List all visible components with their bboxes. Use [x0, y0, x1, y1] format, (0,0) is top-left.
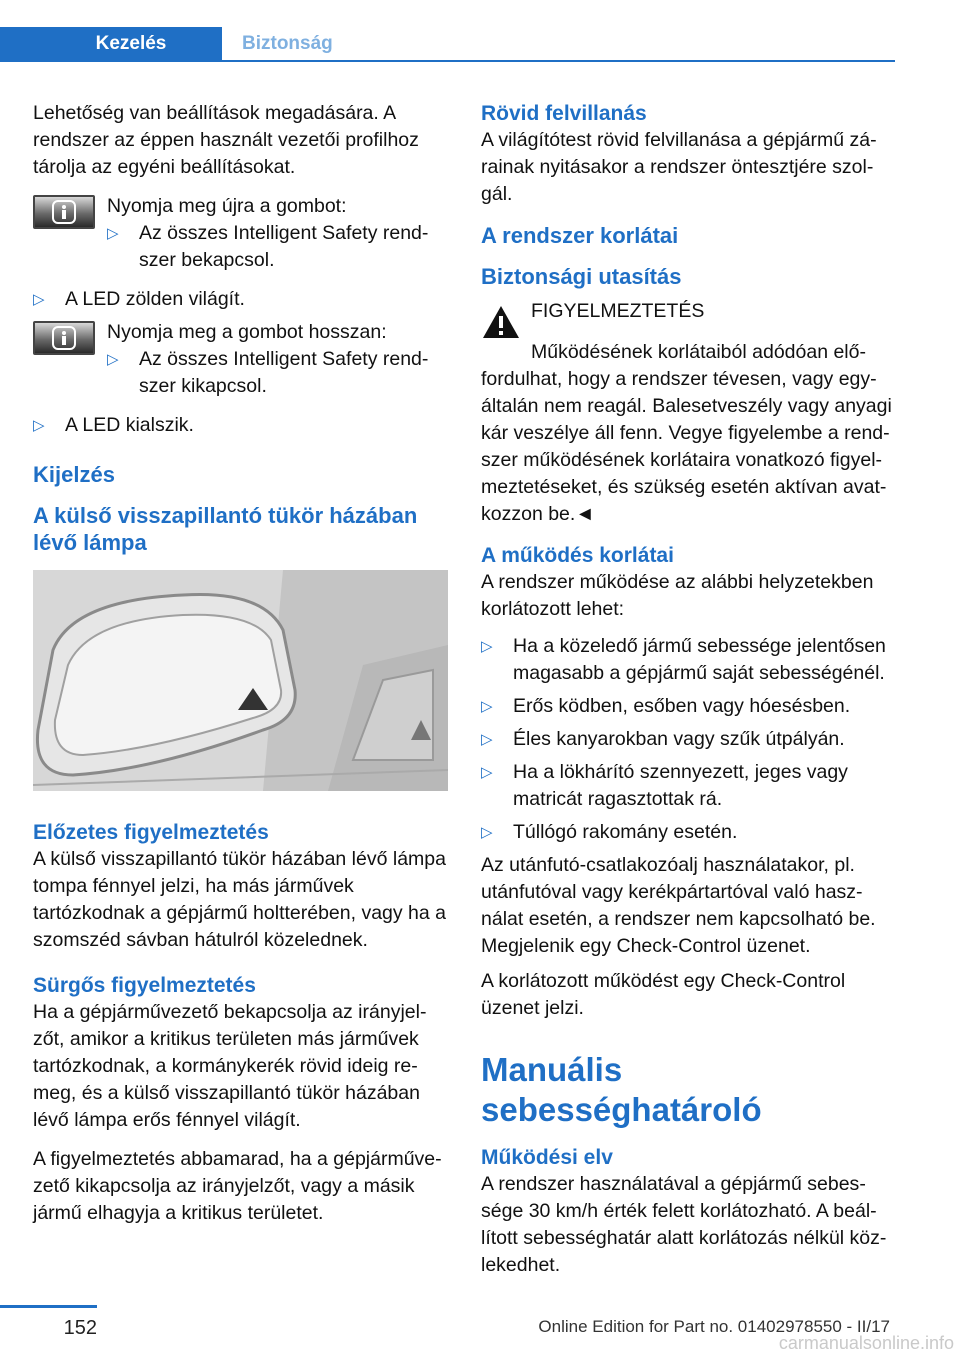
- heading-lamp: A külső visszapillantó tükör házában lévő lámpa: [33, 503, 418, 555]
- warning-text: Működésének korlátaiból adódóan előfordulhat, hogy a rendszer tévesen, vagy egyáltalán nem reagál. Balesetveszély vagy anyagi kár veszélye áll fenn. Vegye figyelembe a rendszer működésének korlátaira vonatkozó figyelmeztetéseket, és szükség esetén aktívan avatkozzon be.◄: [481, 341, 892, 525]
- list-item: ▷ A LED kialszik.: [33, 412, 448, 439]
- warning-triangle-icon: [481, 304, 521, 340]
- bullet-triangle-icon: ▷: [107, 351, 119, 368]
- list-item: ▷ Túllógó rakomány esetén.: [481, 819, 893, 846]
- heading-early-warning: Előzetes figyelmeztetés: [33, 821, 269, 844]
- header-tabs: [0, 27, 960, 61]
- button-press-long-row: [33, 319, 448, 406]
- intro-paragraph: Lehetőség van beállítások megadására. A rendszer az éppen használt vezetői profilhoz tárolja az egyéni beállításokat.: [33, 102, 419, 178]
- safety-button-icon: [33, 195, 95, 229]
- bullet-triangle-icon: ▷: [107, 225, 119, 242]
- urgent-warning-text-2: A figyelmeztetés abbamarad, ha a gépjárművezető kikapcsolja az irányjelzőt, vagy a másik jármű elhagyja a kritikus területet.: [33, 1148, 442, 1224]
- list-item: ▷ Ha a közeledő jármű sebessége jelentősen magasabb a gépjármű saját sebességénél.: [481, 633, 893, 687]
- warning-block: [481, 298, 893, 340]
- watermark: carmanualsonline.info: [778, 1333, 954, 1353]
- tab-biztonsag[interactable]: Biztonság: [242, 33, 333, 54]
- heading-function-limits: A működés korlátai: [481, 544, 674, 567]
- heading-display: Kijelzés: [33, 462, 115, 487]
- page-number-rule: [0, 1305, 97, 1308]
- page-number: 152: [63, 1317, 97, 1339]
- function-limits-text: A rendszer működése az alábbi helyzetekben korlátozott lehet:: [481, 571, 874, 620]
- right-column: [481, 100, 893, 1279]
- safety-button-icon: [33, 321, 95, 355]
- press-again-text: Nyomja meg újra a gombot:: [107, 195, 347, 217]
- limits-list: [481, 633, 893, 846]
- tab-kezeles[interactable]: Kezelés: [0, 27, 222, 61]
- heading-urgent-warning: Sürgős figyelmeztetés: [33, 974, 256, 997]
- principle-text: A rendszer használatával a gépjármű sebessége 30 km/h érték felett korlátozható. A beállított sebességhatár alatt korlátozás nélkül közlekedhet.: [481, 1173, 887, 1276]
- bullet-triangle-icon: ▷: [481, 698, 493, 715]
- press-long-text: Nyomja meg a gombot hosszan:: [107, 321, 387, 343]
- header-rule: [0, 60, 895, 62]
- list-item: ▷ Az összes Intelligent Safety rendszer kikapcsol.: [107, 346, 448, 400]
- heading-safety-instruction: Biztonsági utasítás: [481, 264, 682, 289]
- early-warning-text: A külső visszapillantó tükör házában lévő lámpa tompa fénnyel jelzi, ha más járművek tartózkodnak a gépjármű holtterében, vagy ha a szomszéd sávban hátulról közelednek.: [33, 848, 447, 951]
- list-item: ▷ Az összes Intelligent Safety rendszer bekapcsol.: [107, 220, 448, 274]
- heading-system-limits: A rendszer korlátai: [481, 223, 679, 248]
- list-item: ▷ A LED zölden világít.: [33, 286, 448, 313]
- list-item: ▷ Erős ködben, esőben vagy hóesésben.: [481, 693, 893, 720]
- bullet-triangle-icon: ▷: [481, 824, 493, 841]
- bullet-triangle-icon: ▷: [33, 417, 45, 434]
- button-press-again-row: [33, 193, 448, 280]
- bullet-triangle-icon: ▷: [33, 291, 45, 308]
- heading-principle: Működési elv: [481, 1146, 613, 1169]
- short-flash-text: A világítótest rövid felvillanása a gépjármű zárainak nyitásakor a rendszer öntesztjére szolgál.: [481, 129, 877, 205]
- heading-short-flash: Rövid felvillanás: [481, 102, 647, 125]
- urgent-warning-text: Ha a gépjárművezető bekapcsolja az irányjelzőt, amikor a kritikus területen más járművek tartózkodnak, a kormánykerék rövid ideig remeg, és a külső visszapillantó tükör házában lévő lámpa erős fénnyel világít.: [33, 1001, 427, 1131]
- mirror-lamp-illustration: [33, 570, 448, 791]
- edition-footer: Online Edition for Part no. 01402978550 - II/17: [538, 1317, 890, 1336]
- left-column: [33, 100, 448, 1227]
- list-item: ▷ Éles kanyarokban vagy szűk útpályán.: [481, 726, 893, 753]
- check-control-text: A korlátozott működést egy Check-Control üzenet jelzi.: [481, 970, 846, 1019]
- trailer-text: Az utánfutó-csatlakozóalj használatakor, pl. utánfutóval vagy kerékpártartóval való használat esetén, a rendszer nem kapcsolható be. Megjelenik egy Check-Control üzenet.: [481, 854, 876, 957]
- heading-manual-speed-limiter: Manuális sebességhatároló: [481, 1051, 762, 1128]
- list-item: ▷ Ha a lökhárító szennyezett, jeges vagy matricát ragasztottak rá.: [481, 759, 893, 813]
- bullet-triangle-icon: ▷: [481, 638, 493, 655]
- warning-title: FIGYELMEZTETÉS: [531, 300, 705, 322]
- bullet-triangle-icon: ▷: [481, 764, 493, 781]
- bullet-triangle-icon: ▷: [481, 731, 493, 748]
